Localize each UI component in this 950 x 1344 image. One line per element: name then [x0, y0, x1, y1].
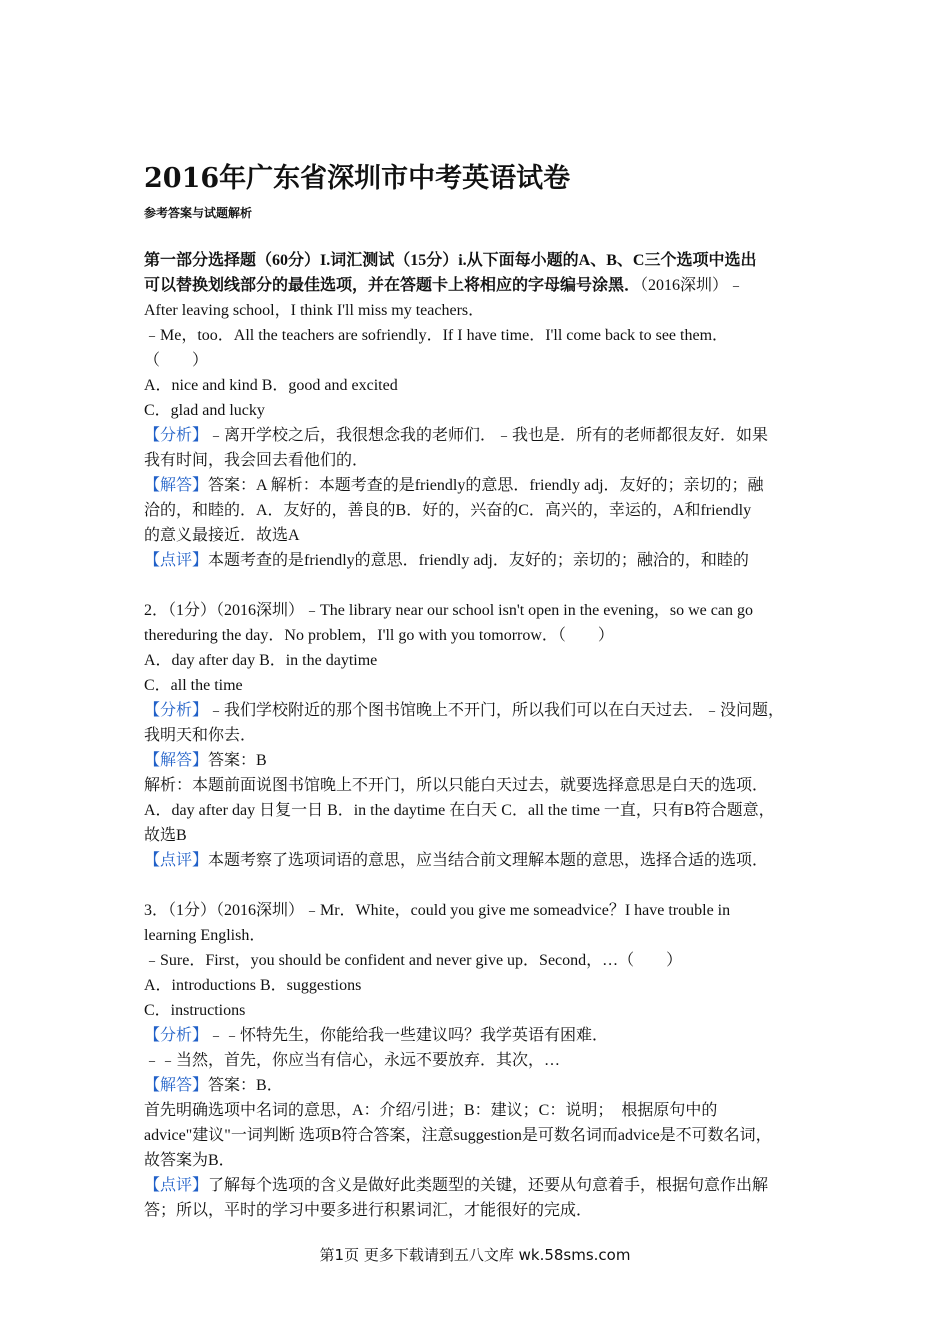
- q2-answer-cont: A．day after day 日复一日 B．in the daytime 在白天 C．all the time 一直，只有B符合题意，: [144, 802, 775, 819]
- q3-answer-cont: 首先明确选项中名词的意思，A：介绍/引进；B：建议；C：说明； 根据原句中的: [144, 1102, 718, 1119]
- q2-stem: 2．（1分）（2016深圳）﹣The library near our school isn't open in the evening，so we can go: [144, 602, 753, 619]
- comment-tag: 【点评】: [144, 552, 209, 569]
- q1-intro-bold: 可以替换划线部分的最佳选项，并在答题卡上将相应的字母编号涂黑．: [144, 277, 641, 294]
- q3-comment-cont: 答；所以，平时的学习中要多进行积累词汇，才能很好的完成．: [144, 1202, 593, 1219]
- q3-analysis: [144, 1023, 816, 1048]
- q2-option-c: C．all the time: [144, 677, 243, 694]
- q1-option-c: C．glad and lucky: [144, 402, 265, 419]
- q1-answer: [144, 473, 816, 498]
- spacer: [144, 573, 816, 598]
- comment-text: 了解每个选项的含义是做好此类题型的关键，还要从句意着手，根据句意作出解: [208, 1177, 769, 1194]
- q1-analysis-cont: 我有时间，我会回去看他们的．: [144, 452, 369, 469]
- q1-stem: ﹣Me，too．All the teachers are sofriendly．If I have time．I'll come back to see them．: [144, 327, 729, 344]
- page-subtitle: 参考答案与试题解析: [144, 206, 253, 220]
- question-content: [144, 248, 816, 1223]
- q1-stem: After leaving school，I think I'll miss my teachers．: [144, 302, 485, 319]
- q3-answer-cont: 故答案为B．: [144, 1152, 235, 1169]
- q1-analysis: [144, 423, 816, 448]
- answer-text: 答案：B．: [208, 1077, 283, 1094]
- q2-options-ab: A．day after day B．in the daytime: [144, 652, 378, 669]
- q1-options-ab: A．nice and kind B．good and excited: [144, 377, 398, 394]
- comment-tag: 【点评】: [144, 1177, 209, 1194]
- q2-comment: [144, 848, 816, 873]
- answer-tag: 【解答】: [144, 752, 209, 769]
- q3-option-c: C．instructions: [144, 1002, 246, 1019]
- q2-answer-cont: 故选B: [144, 827, 187, 844]
- q3-answer: [144, 1073, 816, 1098]
- answer-tag: 【解答】: [144, 1077, 209, 1094]
- comment-tag: 【点评】: [144, 852, 209, 869]
- analysis-text: ﹣离开学校之后，我很想念我的老师们．﹣我也是．所有的老师都很友好．如果: [208, 427, 769, 444]
- answer-tag: 【解答】: [144, 477, 209, 494]
- spacer: [144, 873, 816, 898]
- page-footer: 第1页 更多下载请到五八文库 wk.58sms.com: [319, 1246, 631, 1264]
- q3-stem: ﹣Sure．First，you should be confident and never give up．Second，…（ ）: [144, 952, 683, 969]
- q2-analysis-cont: 我明天和你去．: [144, 727, 257, 744]
- q1-answer-cont: 的意义最接近．故选A: [144, 527, 300, 544]
- q1-intro-line: 第一部分选择题（60分）I.词汇测试（15分）i.从下面每小题的A、B、C三个选项中选出: [144, 252, 757, 269]
- q2-stem: thereduring the day．No problem，I'll go with you tomorrow．（ ）: [144, 627, 614, 644]
- q1-intro-source: （2016深圳）﹣: [640, 277, 745, 294]
- q1-comment: [144, 548, 816, 573]
- analysis-text: ﹣我们学校附近的那个图书馆晚上不开门，所以我们可以在白天过去．﹣没问题，: [208, 702, 785, 719]
- comment-text: 本题考察了选项词语的意思，应当结合前文理解本题的意思，选择合适的选项．: [208, 852, 769, 869]
- analysis-text: ﹣﹣怀特先生，你能给我一些建议吗？我学英语有困难．: [208, 1027, 609, 1044]
- q1-answer-cont: 洽的，和睦的．A．友好的，善良的B．好的，兴奋的C．高兴的，幸运的，A和friendly: [144, 502, 752, 519]
- page-title: 2016年广东省深圳市中考英语试卷: [144, 163, 571, 194]
- q3-analysis-cont: ﹣﹣当然，首先，你应当有信心，永远不要放弃．其次，…: [144, 1052, 561, 1069]
- answer-text: 答案：B: [208, 752, 267, 769]
- q1-blank: （ ）: [144, 352, 209, 369]
- q3-stem: learning English．: [144, 927, 266, 944]
- q2-answer: [144, 748, 816, 773]
- q3-stem: 3．（1分）（2016深圳）﹣Mr．White，could you give me someadvice？I have trouble in: [144, 902, 731, 919]
- q1-intro-line: [144, 273, 816, 298]
- analysis-tag: 【分析】: [144, 1027, 209, 1044]
- q3-comment: [144, 1173, 816, 1198]
- q3-answer-cont: advice"建议"一词判断 选项B符合答案，注意suggestion是可数名词而advice是不可数名词，: [144, 1127, 772, 1144]
- analysis-tag: 【分析】: [144, 702, 209, 719]
- analysis-tag: 【分析】: [144, 427, 209, 444]
- q2-analysis: [144, 698, 816, 723]
- q2-answer-cont: 解析：本题前面说图书馆晚上不开门，所以只能白天过去，就要选择意思是白天的选项．: [144, 777, 769, 794]
- comment-text: 本题考查的是friendly的意思．friendly adj．友好的；亲切的；融洽的，和睦的: [208, 552, 749, 569]
- answer-text: 答案：A 解析：本题考查的是friendly的意思．friendly adj．友好的；亲切的；融: [208, 477, 764, 494]
- q3-options-ab: A．introductions B．suggestions: [144, 977, 362, 994]
